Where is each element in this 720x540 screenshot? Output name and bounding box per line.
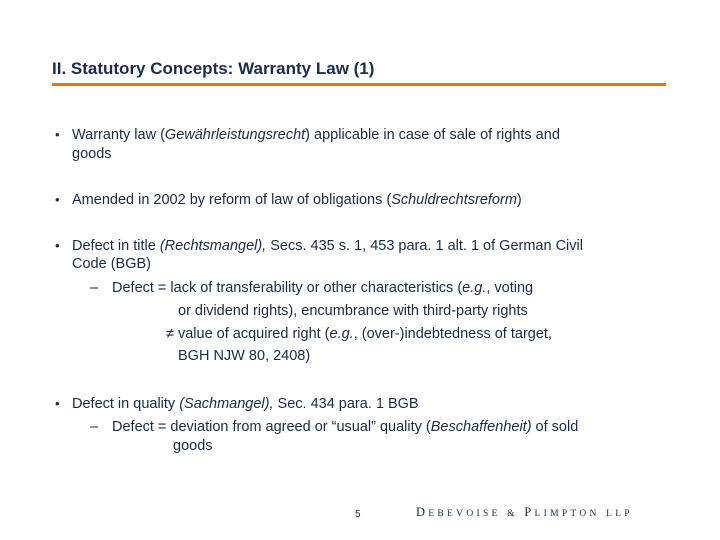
sub-defect-title-definition-cont: or dividend rights), encumbrance with third-party rights [178,303,528,319]
text-segment: Sec. 434 para. 1 BGB [273,396,419,412]
bullet-marker: • [55,396,60,411]
bullet-marker: • [55,238,60,253]
text-segment: Amended in 2002 by reform of law of obligations ( [72,192,392,208]
page-number: 5 [355,509,361,520]
text-segment: of sold [531,419,579,435]
bullet-defect-in-title-cont: Code (BGB) [72,256,151,272]
title-underline [52,83,666,86]
german-term: Beschaffenheit) [430,419,532,435]
firm-logo [416,505,633,520]
text-segment: Defect in quality [72,396,180,412]
bullet-marker: • [55,192,60,207]
text-segment: , voting [486,280,534,296]
text-segment: Defect = deviation from agreed or “usual” quality ( [112,419,431,435]
logo-word: EBEVOISE [428,509,501,519]
sub-defect-quality-definition [112,418,578,436]
german-term: (Rechtsmangel), [159,238,267,254]
slide-title: II. Statutory Concepts: Warranty Law (1) [52,59,375,78]
sub-defect-title-citation: BGH NJW 80, 2408) [178,348,311,364]
italic-abbrev: e.g. [462,280,487,296]
logo-llp: LLP [606,509,633,519]
dash-marker: – [90,419,99,435]
bullet-warranty-law [72,126,560,144]
bullet-defect-in-quality [72,395,419,413]
dash-marker: – [90,280,99,296]
logo-initial: P [524,505,535,519]
logo-ampersand: & [507,509,518,519]
bullet-warranty-law-cont: goods [72,146,112,162]
bullet-marker: • [55,127,60,142]
text-segment: Defect in title [72,238,160,254]
logo-word: LIMPTON [534,509,600,519]
text-segment: Defect = lack of transferability or other characteristics ( [112,280,463,296]
german-term: Schuldrechtsreform [391,192,517,208]
italic-abbrev: e.g. [329,326,354,342]
german-term: (Sachmangel), [179,396,274,412]
logo-initial: D [416,505,429,519]
sub-defect-title-not-value [166,325,552,343]
text-segment: Secs. 435 s. 1, 453 para. 1 alt. 1 of German Civil [266,238,583,254]
text-segment: ≠ value of acquired right ( [166,326,330,342]
text-segment: ) applicable in case of sale of rights and [305,127,560,143]
sub-defect-quality-definition-cont: goods [173,438,213,454]
sub-defect-title-definition [112,279,533,297]
text-segment: , (over-)indebtedness of target, [353,326,552,342]
german-term: Gewährleistungsrecht [164,127,306,143]
bullet-defect-in-title [72,237,583,255]
bullet-amended-2002 [72,191,522,209]
text-segment: Warranty law ( [72,127,165,143]
text-segment: ) [516,192,522,208]
